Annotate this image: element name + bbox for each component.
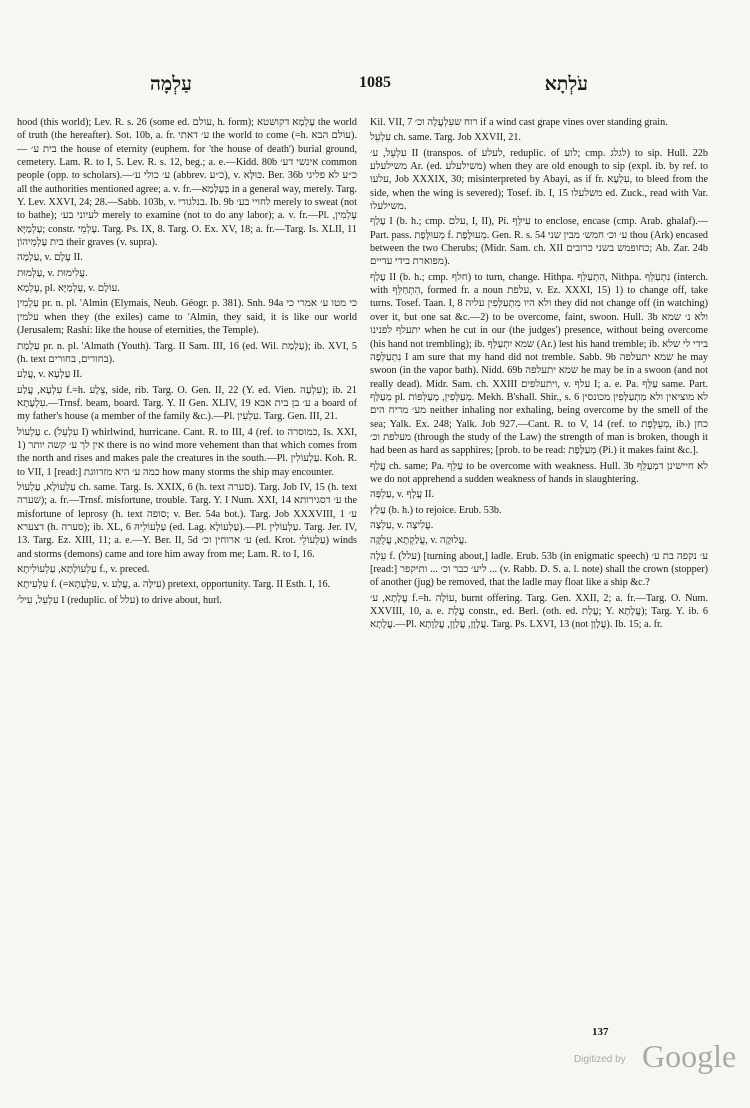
dictionary-entry: עֲלַף ch. same; Pa. עַלֵּף to be overcome with weakness. Hull. 3b לא חיישינן דמְעַלֵּף we do not apprehend a sudden weakness of hands in slaughtering. [370,460,708,485]
dictionary-entry: עָלַף I (b. h.; cmp. עלם, I, II), Pi. עִילֵּף to enclose, encase (cmp. Arab. ghalaf).—Part. pass. מְעוּלֶּפֶת f. מְעוּלֶּפֶת. Gen. R. s. 54 ע׳ וכ׳ חמש׳ מבין שני thou (Ark) encased between the two Cherubs; (Midr. Sam. ch. XII כחופמש בשני כרובים; Ab. Zar. 24b מפוארת בידי עדיים). [370,216,708,268]
dictionary-entry: עִלְעָא, עֲלַע f.=h. צֵלָע, side, rib. Targ. O. Gen. II, 22 (Y. ed. Vien. עִלְעָה); ib. 21 עִלְעָתָא.—Trnsf. beam, board. Targ. Y. II Gen. XLIV, 19 ע׳ בן בית אבא a board of my father's house (a member of the family &c.).—Pl. עִלְעִין. Targ. Gen. III, 21. [17,384,357,423]
dictionary-entry: עַלְמָה, v. עֶלֶם II. [17,252,83,264]
dictionary-entry: עֲלַקְתָא, עֲלֻקָּה, v. עֲלוּקָה. [370,535,467,547]
dictionary-entry: עַלְעוֹלָא, עַלְעוֹל ch. same. Targ. Is. XXIX, 6 (h. text סערה). Targ. Job IV, 15 (h. text שערה); a. fr.—Trnsf. misfortune, trouble. Targ. Y. I Num. XXI, 14 ע׳ דסגירותא the misfortune of leprosy (h. text סופה; v. Ber. 54a bot.). Targ. Job XXXVIII, 1 ע׳ דצערא (h. סערה); ib. XL, 6 עַלְעוֹלֵיהּ (ed. Lag. עַלְעוֹלָא).—Pl. עַלְעוֹלִין. Targ. Jer. IV, 13. Targ. Ez. XIII, 11; a. e.—Y. Ber. II, 5d ע׳ ארוחין וכ׳ (ed. Krot. עַלְעוֹלֵי) winds and storms (demons) came and tore him away from me; Lam. R. to I, 16. [17,481,357,560]
signature-number: 137 [592,1026,609,1038]
digitized-by-watermark [574,1038,737,1074]
right-column [370,116,708,1038]
digitized-by-label: Digitized by [574,1054,626,1065]
dictionary-entry: עֲלָתָא, ע׳ f.=h. עוֹלָה, burnt offering. Targ. Gen. XXII, 2; a. fr.—Targ. O. Num. XXVIII, 10, a. e. עֲלָת constr., ed. Berl. (oth. ed. עֲלַת; Y. עֲלָתָא); Targ. Y. ib. 6 עֲלָתָא.—Pl. עֲלָוָן, עֲלַוָן, עֲלַוָתָא. Targ. Ps. LXVI, 13 (not עֲלָוַן). Ib. 15; a. fr. [370,592,708,631]
left-column [17,116,357,1038]
right-running-headword: עֹלְתָא [544,74,588,95]
dictionary-entry: עַלְמוּת, v. עֲלִימוּת. [17,267,88,279]
dictionary-entry: עַלְמִין pr. n. pl. 'Almin (Elymais, Neub. Géogr. p. 381). Snh. 94a כי מטו ע׳ אמרי כי עלמין when they (the exiles) came to 'Almin, they said, it is like our world (Jerusalem; Rashi: like the house of eternities, the Temple). [17,298,357,337]
dictionary-entry: עִלְעֵל, ע׳ II (transpos. of לעלע, reduplic. of לוע; cmp. לגלג) to sip. Hull. 22b משילעלע Ar. (ed. משילעלע) when they are old enough to sip (expl. ib. by ref. to עלעו, Job XXXIX, 30; misinterpreted by Abayi, as if fr. עִלְעָא, to bleed from the side, when the wing is severed); Tosef. ib. I, 15 משלעלו ed. Zuck., read with Var. משילעלו. [370,147,708,213]
column-divider [359,116,360,1036]
dictionary-entry: עֵלָה f. (עלל) [turning about,] ladle. Erub. 53b (in enigmatic speech) ע׳ נקפה בת ע׳ [read:] ליע׳ כבר וכ׳ ... ותיקפר ... (v. Rabb. D. S. a. l. note) shall the crown (stopper) of another (jug) be removed, that the ladle may float like a ship &c.? [370,550,708,589]
dictionary-entry: עַלְעוֹל c. (עִלְעֵל I) whirlwind, hurricane. Cant. R. to III, 4 (ref. to כמוסרה, Is. XXI, 1) אין לך ע׳ קשה יותר there is no wind more vehement than that which comes from the north and rises and makes pale the creatures in the south.—Pl. עַלְעוֹלִין. Koh. R. to VII, 1 [read:] כמה ע׳ היא מזדווגת how many storms the ship may encounter. [17,426,357,478]
entry-continuation: Kil. VII, 7 רוח שעִלְעֲלָה וכ׳ if a wind cast grape vines over standing grain. [370,117,668,128]
dictionary-entry: עַלְעוֹלְתָא, עַלְעוֹלִיתָא f., v. preced. [17,564,150,575]
dictionary-entry: עָלְמָא, pl. עָלְמַיָּא, v. עוֹלָם. [17,283,120,295]
dictionary-entry: עָלַף II (b. h.; cmp. חלף) to turn, change. Hithpa. הִתְעַלֵּף, Nithpa. נִתְעַלֵּף (interch. with הִתְחַלֵּף, formed fr. a noun עלפת, v. Ez. XXXI, 15) 1) to change off, take turns. Tosef. Taan. I, 8 ולא היו מִתְעַלְּפִין עליה they did not change off (in watching) over it, but one sat &c.—2) to be overcome, faint, swoon. Hull. 3b ולא נ׳ שמא יתעלף לפנינו when he cut in our (the judges') presence, without being overcome (his hand not trembling); ib. שמא יִתְעַלֵּף (Ar.) lest his hand tremble; ib. בידי לי שלא נִתְעַלְּפָה I am sure that my hand did not tremble. Sabb. 9b שמא יתעלפה he may swoon (in the vapor bath). Nidd. 69b שמא יתעלפה he may be in a swoon (and not really dead). Midr. Sam. ch. XXIII ויתעלפים, v. עלף I; a. e. Pa. עַלֵּף same. Part. מְעַלַּף pl. מְעַלְּפִין, מְעַלְּפוֹת. Mekh. B'shall. Shir., s. 6 לא מוציאין ולא מִתְעַלְּפִין מכונסין מע׳ מריח הים neither inhaling nor exhaling, being overcome by the smell of the sea; Yalk. Ex. 248; Yalk. Job 927.—Cant. R. to V, 14 (ref. to מְעֻלֶּפֶת, ib.) כחן מעלפת וכ׳ (through the study of the Law) the strength of man is broken, though it had been as hard as sapphires; [prob. to be read: מְעַלֶּפֶת (Pi.) it makes faint &c.]. [370,271,708,457]
dictionary-entry: עָלַץ (b. h.) to rejoice. Erub. 53b. [370,504,502,516]
entry-continuation: hood (this world); Lev. R. s. 26 (some ed. עולם, h. form); עָלְמָא דקושטא the world of truth (the hereafter). Sot. 10b, a. fr. ע׳ דאתי the world to come (=h. עולם הבא). — בית ע׳ the house of eternity (euphem. for 'the house of death') burial ground, cemetery. Lam. R. to I, 5. Lev. R. s. 12, beg.; a. e.—Kidd. 80b אינשי דע׳ common people (opp. to scholars).—ע׳ כולי ע׳ (abbrev. כ״ע), v. כּוּלָּא. Ber. 36b כ״ע לא פליגי all the authorities mentioned agree; a. v. fr.—בְּעָלְמָא in a general way, merely. Targ. Y. Lev. XXVI, 24; 28.—Sabb. 103b, v. בנלגורי. Ib. 9b לחויי בע׳ merely to sweat (not to bathe); לעיוני בע׳ merely to examine (not to do any labor); a. v. fr.—Pl. עָלְמִין, עָלְמַיָּא; constr. עָלְמֵי. Targ. Ps. IX, 8. Targ. O. Ex. XV, 18; a. fr.—Targ. Is. XLII, 11 בית עָלְמֵיהוֹן their graves (v. supra). [17,117,357,249]
page-number: 1085 [359,74,391,91]
left-running-headword: עַלְמָה [150,74,192,95]
dictionary-entry: עִלְעֵל ch. same. Targ. Job XXVII, 21. [370,132,521,144]
page-header [0,74,750,98]
dictionary-entry: עַלְמַת pr. n. pl. 'Almath (Youth). Targ. II Sam. III, 16 (ed. Wil. עַלְמַת); ib. XVI, 5 (h. text בחורים, בחורים). [17,340,357,365]
dictionary-entry: עַלְפָּה, v. עֲלָף II. [370,489,435,501]
dictionary-entry: עִלְעֵל, עִיל׳ I (reduplic. of עלל) to drive about, hurl. [17,594,222,606]
google-logo: Google [642,1038,737,1074]
dictionary-entry: עִלְעִיתָא f. (=עִלְעָתָא, v. עֲלַע, a. עִילָּה) pretext, opportunity. Targ. II Esth. I, 16. [17,579,331,591]
dictionary-entry: עַלְצָה, v. עֲלִיצָה. [370,519,434,531]
dictionary-entry: עֲלַע, v. עַלְעָא II. [17,369,83,381]
